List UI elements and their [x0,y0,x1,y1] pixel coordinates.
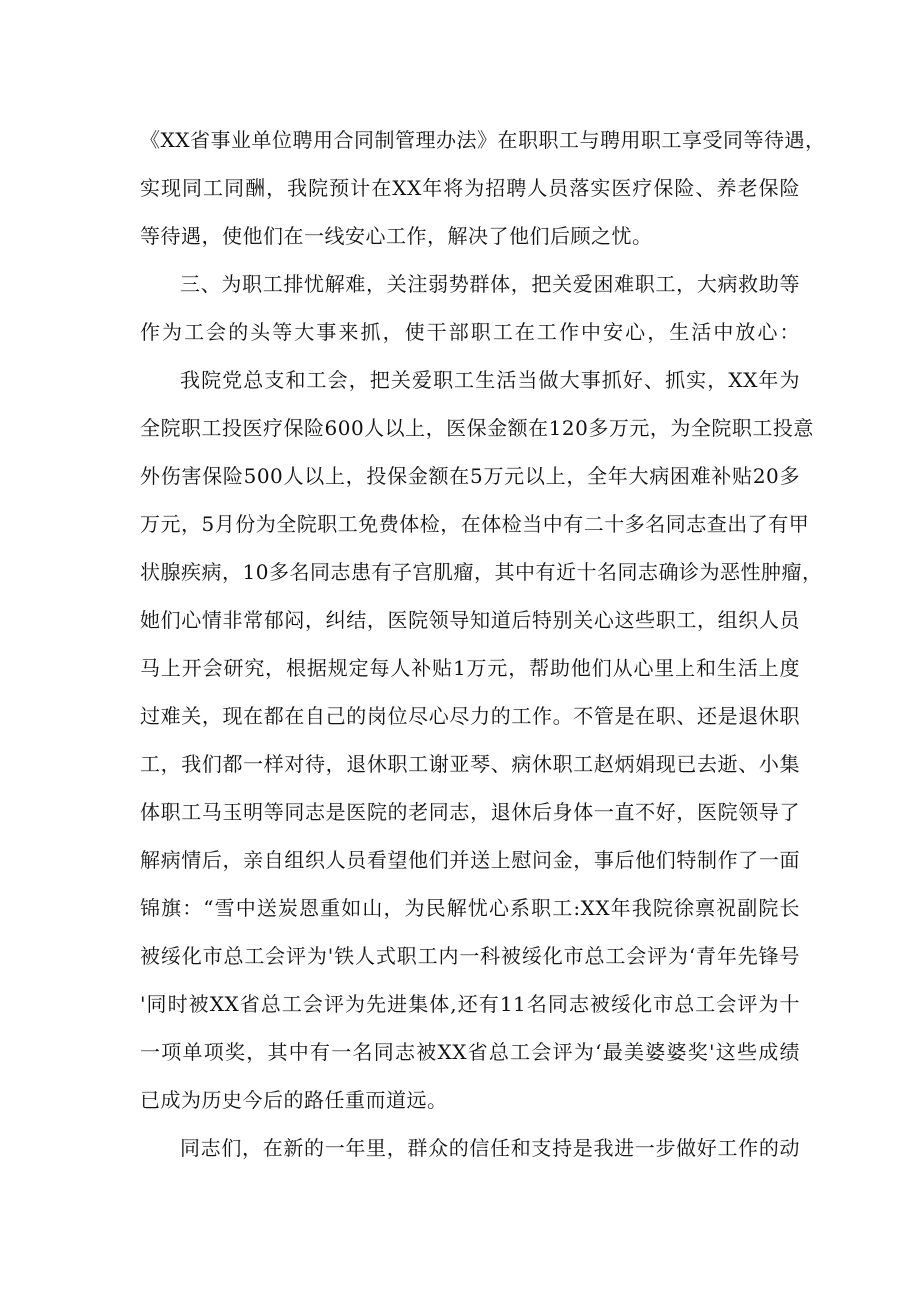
body-text-line: 同志们，在新的一年里，群众的信任和支持是我进一步做好工作的动 [180,1136,800,1160]
body-text-line: 等待遇，使他们在一线安心工作，解决了他们后顾之忧。 [140,224,653,248]
body-text-line: 万元，5月份为全院职工免费体检，在体检当中有二十多名同志查出了有甲 [140,512,810,536]
body-text-line: '同时被XX省总工会评为先进集体,还有11名同志被绥化市总工会评为十 [140,992,800,1016]
body-text-line: 我院党总支和工会，把关爱职工生活当做大事抓好、抓实，XX年为 [180,368,800,392]
body-text-line: 体职工马玉明等同志是医院的老同志，退休后身体一直不好，医院领导了 [140,800,800,824]
body-text-line: 锦旗：“雪中送炭恩重如山，为民解忧心系职工:XX年我院徐禀祝副院长 [140,896,800,920]
body-text-line: 马上开会研究，根据规定每人补贴1万元，帮助他们从心里上和生活上度 [140,656,800,680]
body-text-line: 她们心情非常郁闷，纠结，医院领导知道后特别关心这些职工，组织人员 [140,608,800,632]
body-text-line: 解病情后，亲自组织人员看望他们并送上慰问金，事后他们特制作了一面 [140,848,800,872]
section-heading-line: 作为工会的头等大事来抓，使干部职工在工作中安心，生活中放心： [140,320,800,344]
body-text-line: 《XX省事业单位聘用合同制管理办法》在职职工与聘用职工享受同等待遇， [140,128,826,152]
body-text-line: 过难关，现在都在自己的岗位尽心尽力的工作。不管是在职、还是退休职 [140,704,800,728]
body-text-line: 实现同工同酬，我院预计在XX年将为招聘人员落实医疗保险、养老保险 [140,176,800,200]
body-text-line: 一项单项奖，其中有一名同志被XX省总工会评为‘最美婆婆奖'这些成绩 [140,1040,800,1064]
body-text-line: 状腺疾病，10多名同志患有子宫肌瘤，其中有近十名同志确诊为恶性肿瘤， [140,560,823,584]
body-text-line: 被绥化市总工会评为'铁人式职工内一科被绥化市总工会评为‘青年先锋号 [140,944,800,968]
body-text-line: 外伤害保险500人以上，投保金额在5万元以上，全年大病困难补贴20多 [140,464,800,488]
body-text-line: 全院职工投医疗保险600人以上，医保金额在120多万元，为全院职工投意 [140,416,814,440]
body-text-line: 已成为历史今后的路任重而道远。 [140,1088,448,1112]
section-heading-line: 三、为职工排忧解难，关注弱势群体，把关爱困难职工，大病救助等 [180,272,800,296]
body-text-line: 工，我们都一样对待，退休职工谢亚琴、病休职工赵炳娟现已去逝、小集 [140,752,800,776]
